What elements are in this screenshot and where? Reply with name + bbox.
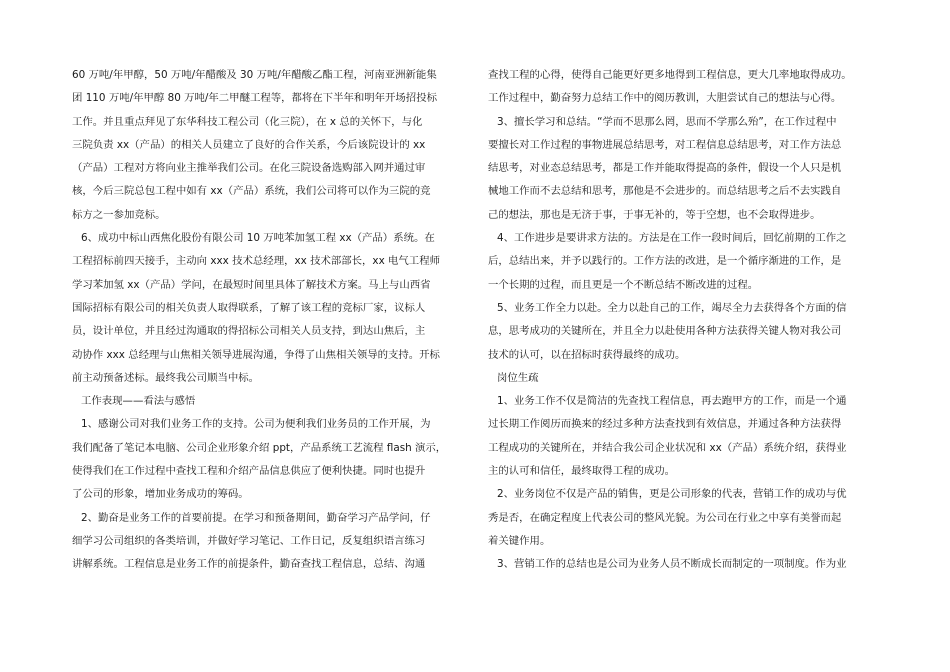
text-line: 岗位生疏 xyxy=(497,371,539,384)
text-line: 2、勤奋是业务工作的首要前提。在学习和预备期间，勤奋学习产品学问，仔 xyxy=(81,511,431,524)
text-line: 60 万吨/年甲醇，50 万吨/年醋酸及 30 万吨/年醋酸乙酯工程，河南亚洲新能集 xyxy=(72,69,437,81)
text-line: 前主动预备述标。最终我公司顺当中标。 xyxy=(72,371,260,384)
text-line: 过长期工作阅历而换来的经过多种方法查找到有效信息，并通过各种方法获得 xyxy=(488,418,842,431)
text-line: 了公司的形象，增加业务成功的筹码。 xyxy=(72,488,249,501)
text-line: 己的想法，那也是无济于事，于事无补的，等于空想，也不会取得进步。 xyxy=(488,208,821,221)
text-line: 3、擅长学习和总结。“学而不思那么罔，思而不学那么殆”，在工作过程中 xyxy=(497,115,837,128)
text-line: 团 110 万吨/年甲醇 80 万吨/年二甲醚工程等，都将在下半年和明年开场招投标 xyxy=(72,92,437,105)
text-line: 工程招标前四天接手，主动向 xxx 技术总经理，xx 技术部部长，xx 电气工程师 xyxy=(72,255,440,268)
text-line: 我们配备了笔记本电脑、公司企业形象介绍 ppt，产品系统工艺流程 flash 演示， xyxy=(72,441,447,454)
text-line: 工作表现——看法与感悟 xyxy=(81,395,196,408)
text-line: 技术的认可，以在招标时获得最终的成功。 xyxy=(488,348,686,361)
text-line: 要擅长对工作过程的事物进展总结思考，对工程信息总结思考，对工作方法总 xyxy=(488,138,842,151)
text-line: 讲解系统。工程信息是业务工作的前提条件，勤奋查找工程信息，总结、沟通 xyxy=(72,558,426,571)
text-line: 1、业务工作不仅是简洁的先查找工程信息，再去跑甲方的工作，而是一个通 xyxy=(497,395,847,408)
text-line: 工作。并且重点拜见了东华科技工程公司（化三院），在 x 总的关怀下，与化 xyxy=(72,115,423,128)
text-line: 标方之一参加竞标。 xyxy=(72,208,166,221)
text-line: 2、业务岗位不仅是产品的销售，更是公司形象的代表，营销工作的成功与优 xyxy=(497,488,847,501)
text-line: 后，总结出来，并予以践行的。工作方法的改进，是一个循序渐进的工作，是 xyxy=(488,255,842,268)
text-line: 结思考，对业态总结思考，都是工作并能取得提高的条件，假设一个人只是机 xyxy=(488,162,842,175)
text-line: 械地工作而不去总结和思考，那他是不会进步的。而总结思考之后不去实践自 xyxy=(488,185,842,198)
text-line: 使得我们在工作过程中查找工程和介绍产品信息供应了便利快捷。同时也提升 xyxy=(72,465,426,478)
text-line: 3、营销工作的总结也是公司为业务人员不断成长而制定的一项制度。作为业 xyxy=(497,558,847,571)
text-line: 6、成功中标山西焦化股份有限公司 10 万吨苯加氢工程 xx（产品）系统。在 xyxy=(81,232,435,245)
text-line: 学习苯加氢 xx（产品）学问，在最短时间里具体了解技术方案。马上与山西省 xyxy=(72,278,431,291)
text-line: 秀是否，在确定程度上代表公司的整风光貌。为公司在行业之中享有美誉而起 xyxy=(488,511,842,524)
right-column xyxy=(488,64,880,577)
text-line: 动协作 xxx 总经理与山焦相关领导进展沟通，争得了山焦相关领导的支持。开标 xyxy=(72,348,440,361)
text-line: 息，思考成功的关键所在，并且全力以赴使用各种方法获得关键人物对我公司 xyxy=(488,325,842,338)
text-line: 工作过程中，勤奋努力总结工作中的阅历教训，大胆尝试自己的想法与心得。 xyxy=(488,92,842,105)
text-line: 一个长期的过程，而且更是一个不断总结不断改进的过程。 xyxy=(488,278,759,291)
text-line: 国际招标有限公司的相关负责人取得联系，了解了该工程的竞标厂家，议标人 xyxy=(72,301,426,314)
text-line: 员，设计单位，并且经过沟通取的得招标公司相关人员支持，到达山焦后，主 xyxy=(72,325,426,338)
text-line: 5、业务工作全力以赴。全力以赴自己的工作，竭尽全力去获得各个方面的信 xyxy=(497,301,847,314)
text-line: 主的认可和信任，最终取得工程的成功。 xyxy=(488,465,676,478)
text-line: 细学习公司组织的各类培训，并做好学习笔记、工作日记，反复组织语言练习 xyxy=(72,534,426,547)
text-line: 着关键作用。 xyxy=(488,534,551,547)
text-line: 1、感谢公司对我们业务工作的支持。公司为便利我们业务员的工作开展，为 xyxy=(81,418,431,431)
text-line: （产品）工程对方将向业主推举我们公司。在化三院设备选购部入网并通过审 xyxy=(72,162,426,175)
text-line: 查找工程的心得，使得自己能更好更多地得到工程信息，更大几率地取得成功。 xyxy=(488,69,852,81)
left-column xyxy=(72,64,464,577)
text-line: 工程成功的关键所在，并结合我公司企业状况和 xx（产品）系统介绍，获得业 xyxy=(488,441,847,454)
text-line: 核，今后三院总包工程中如有 xx（产品）系统，我们公司将可以作为三院的竞 xyxy=(72,185,431,198)
text-line: 三院负责 xx（产品）的相关人员建立了良好的合作关系，今后该院设计的 xx xyxy=(72,138,426,151)
text-line: 4、工作进步是要讲求方法的。方法是在工作一段时间后，回忆前期的工作之 xyxy=(497,232,847,245)
